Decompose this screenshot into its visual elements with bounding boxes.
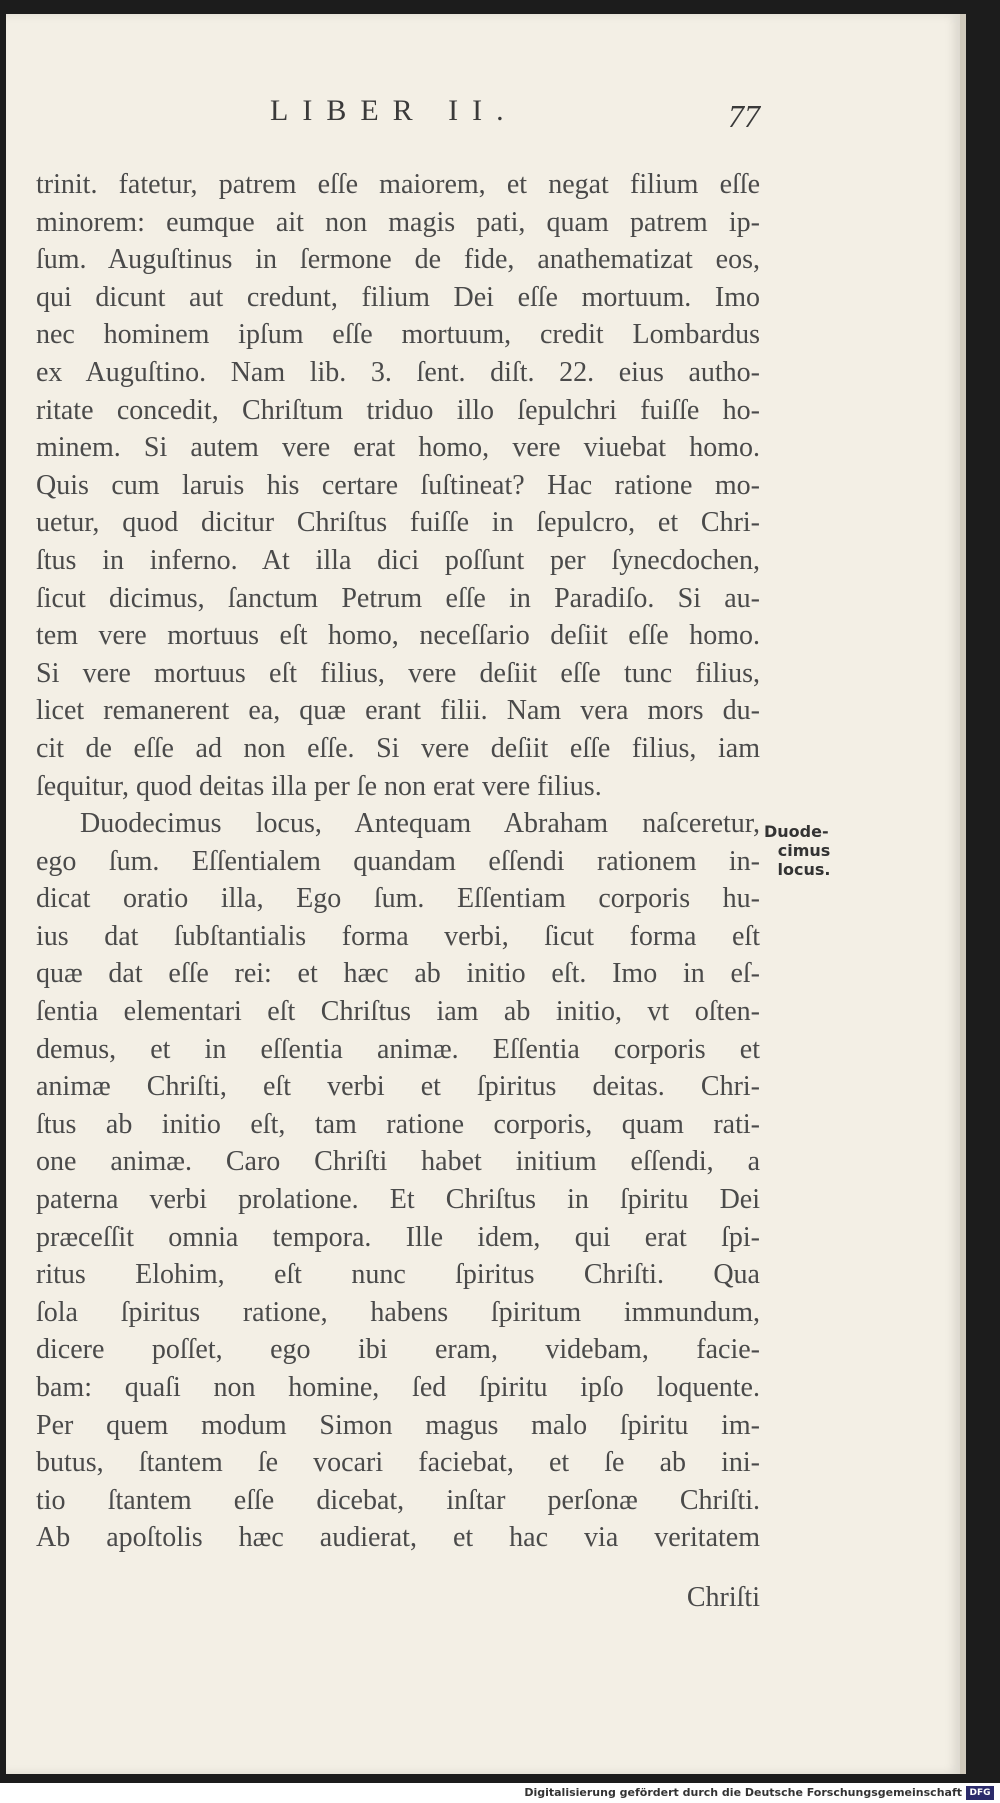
text-line: ſequitur, quod deitas illa per ſe non erat vere filius. xyxy=(36,770,602,802)
text-line: Ab apoſtolis hæc audierat, et hac via veritatem xyxy=(36,1522,760,1554)
text-line: ſentia elementari eſt Chriſtus iam ab initio, vt oſten- xyxy=(36,996,760,1028)
funding-notice: Digitalisierung gefördert durch die Deutsche Forschungsgemeinschaft xyxy=(524,1786,962,1799)
text-line: ritate concedit, Chriſtum triduo illo ſepulchri fuiſſe ho- xyxy=(36,394,760,426)
paragraph-2 xyxy=(36,805,760,1557)
text-line: ſtus ab initio eſt, tam ratione corporis, quam rati- xyxy=(36,1108,760,1140)
text-line: ſtus in inferno. At illa dici poſſunt per ſynecdochen, xyxy=(36,544,760,576)
catchword: Chriſti xyxy=(686,1582,760,1613)
text-line: minem. Si autem vere erat homo, vere viuebat homo. xyxy=(36,432,760,464)
text-line: demus, et in eſſentia animæ. Eſſentia corporis et xyxy=(36,1033,760,1065)
text-line: ex Auguſtino. Nam lib. 3. ſent. diſt. 22. eius autho- xyxy=(36,356,760,388)
running-title: LIBER II. xyxy=(270,94,518,127)
text-line: bam: quaſi non homine, ſed ſpiritu ipſo loquente. xyxy=(36,1372,760,1403)
page-number: 77 xyxy=(728,98,760,134)
text-line: ius dat ſubſtantialis forma verbi, ſicut forma eſt xyxy=(36,920,760,952)
body-text xyxy=(36,166,760,1557)
page-header xyxy=(270,94,760,144)
text-line: qui dicunt aut credunt, filium Dei eſſe mortuum. Imo xyxy=(36,281,760,313)
text-line: one animæ. Caro Chriſti habet initium eſſendi, a xyxy=(36,1146,760,1178)
text-line: Quis cum laruis his certare ſuſtineat? Hac ratione mo- xyxy=(36,469,760,501)
dfg-logo: DFG xyxy=(966,1786,994,1800)
text-line: minorem: eumque ait non magis pati, quam patrem ip- xyxy=(36,206,760,238)
margin-note-line: locus. xyxy=(777,860,831,879)
text-line: Per quem modum Simon magus malo ſpiritu im- xyxy=(36,1409,760,1441)
text-line: dicere poſſet, ego ibi eram, videbam, facie- xyxy=(36,1334,760,1366)
text-line: licet remanerent ea, quæ erant filii. Nam vera mors du- xyxy=(36,695,760,727)
text-line: ego ſum. Eſſentialem quandam eſſendi rationem in- xyxy=(36,845,760,877)
text-line: tem vere mortuus eſt homo, neceſſario deſiit eſſe homo. xyxy=(36,620,760,652)
text-line: ritus Elohim, eſt nunc ſpiritus Chriſti. Qua xyxy=(36,1259,760,1291)
page-edge xyxy=(960,14,966,1774)
paragraph-1 xyxy=(36,166,760,805)
text-line: butus, ſtantem ſe vocari faciebat, et ſe ab ini- xyxy=(36,1447,760,1479)
footer-bar xyxy=(0,1783,1000,1803)
text-line: cit de eſſe ad non eſſe. Si vere deſiit eſſe filius, iam xyxy=(36,732,760,764)
margin-note xyxy=(764,822,844,879)
text-line: Si vere mortuus eſt filius, vere deſiit eſſe tunc filius, xyxy=(36,657,760,689)
text-line: Duodecimus locus, Antequam Abraham naſceretur, xyxy=(80,808,760,840)
text-line: ſola ſpiritus ratione, habens ſpiritum immundum, xyxy=(36,1296,760,1328)
text-line: trinit. fatetur, patrem eſſe maiorem, et negat filium eſſe xyxy=(36,169,760,200)
text-line: ſicut dicimus, ſanctum Petrum eſſe in Paradiſo. Si au- xyxy=(36,582,760,614)
text-line: ſum. Auguſtinus in ſermone de fide, anathematizat eos, xyxy=(36,244,760,276)
text-line: dicat oratio illa, Ego ſum. Eſſentiam corporis hu- xyxy=(36,883,760,915)
text-line: præceſſit omnia tempora. Ille idem, qui erat ſpi- xyxy=(36,1221,760,1253)
text-line: animæ Chriſti, eſt verbi et ſpiritus deitas. Chri- xyxy=(36,1071,760,1103)
text-line: quæ dat eſſe rei: et hæc ab initio eſt. Imo in eſ- xyxy=(36,958,760,990)
text-line: uetur, quod dicitur Chriſtus fuiſſe in ſepulcro, et Chri- xyxy=(36,507,760,539)
margin-note-line: Duode- xyxy=(764,822,829,841)
text-line: tio ſtantem eſſe dicebat, inſtar perſonæ Chriſti. xyxy=(36,1484,760,1516)
margin-note-line: cimus xyxy=(777,841,831,860)
text-line: paterna verbi prolatione. Et Chriſtus in ſpiritu Dei xyxy=(36,1184,760,1216)
text-line: nec hominem ipſum eſſe mortuum, credit Lombardus xyxy=(36,319,760,351)
